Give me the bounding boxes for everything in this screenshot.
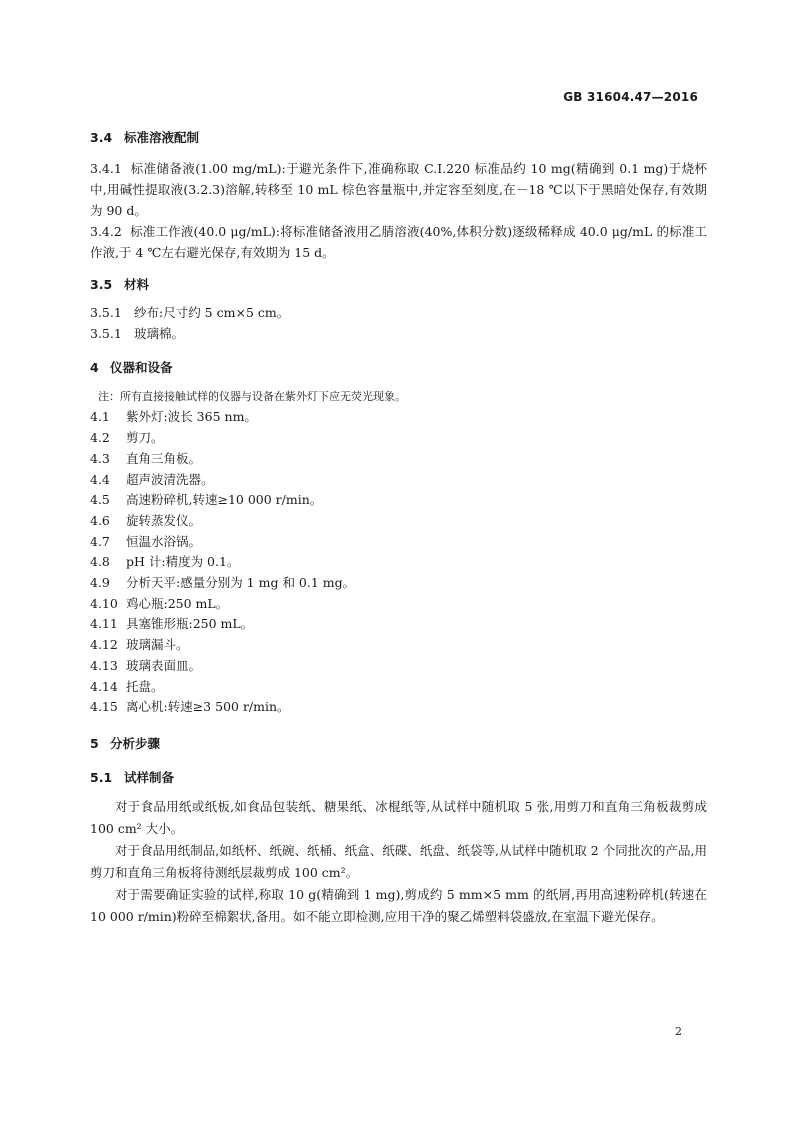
materials-list — [90, 303, 707, 344]
sample-preparation-text — [90, 796, 707, 928]
clause-3-4-2 — [90, 221, 707, 263]
section-4-heading: 4 仪器和设备 — [90, 360, 173, 376]
list-item: 4.13 玻璃表面皿。 — [90, 657, 202, 673]
list-item: 3.5.1 纱布:尺寸约 5 cm×5 cm。 — [90, 305, 290, 320]
page-number: 2 — [675, 1025, 682, 1038]
standard-code: GB 31604.47—2016 — [563, 90, 698, 104]
list-item: 4.10 鸡心瓶:250 mL。 — [90, 595, 229, 611]
list-item: 4.1 紫外灯:波长 365 nm。 — [90, 409, 257, 425]
list-item: 4.4 超声波清洗器。 — [90, 471, 214, 487]
section-3-4-heading: 3.4 标准溶液配制 — [90, 130, 200, 145]
clause-text: 标准储备液(1.00 mg/mL):于避光条件下,准确称取 C.I.220 标准品约 10 mg(精确到 0.1 mg)于烧杯中,用碱性提取液(3.2.3)溶解,转移至 10 mL 棕色容量瓶中,并定容至刻度,在－18 ℃以下于黑暗处保存,有效期为 90 d。 — [90, 161, 707, 218]
list-item: 4.12 玻璃漏斗。 — [90, 637, 189, 653]
section-4-note: 注：所有直接接触试样的仪器与设备在紫外灯下应无荧光现象。 — [98, 390, 406, 404]
paragraph: 对于需要确证实验的试样,称取 10 g(精确到 1 mg),剪成约 5 mm×5 mm 的纸屑,再用高速粉碎机(转速在 10 000 r/min)粉碎至棉絮状,备用。如不能立即检测,应用干净的聚乙烯塑料袋盛放,在室温下避光保存。 — [90, 886, 707, 924]
paragraph: 对于食品用纸制品,如纸杯、纸碗、纸桶、纸盒、纸碟、纸盘、纸袋等,从试样中随机取 2 个同批次的产品,用剪刀和直角三角板将待测纸层裁剪成 100 cm²。 — [90, 842, 707, 880]
list-item: 4.15 离心机:转速≥3 500 r/min。 — [90, 699, 290, 715]
list-item: 4.14 托盘。 — [90, 678, 164, 694]
section-5-1-heading: 5.1 试样制备 — [90, 769, 175, 785]
list-item: 4.3 直角三角板。 — [90, 450, 202, 466]
list-item: 4.7 恒温水浴锅。 — [90, 533, 202, 549]
list-item: 4.2 剪刀。 — [90, 430, 164, 446]
paragraph: 对于食品用纸或纸板,如食品包装纸、糖果纸、冰棍纸等,从试样中随机取 5 张,用剪刀和直角三角板裁剪成 100 cm² 大小。 — [90, 798, 707, 836]
section-5-heading: 5 分析步骤 — [90, 735, 161, 751]
list-item: 3.5.1 玻璃棉。 — [90, 325, 185, 341]
list-item: 4.5 高速粉碎机,转速≥10 000 r/min。 — [90, 492, 323, 508]
list-item: 4.9 分析天平:感量分别为 1 mg 和 0.1 mg。 — [90, 575, 356, 591]
section-3-5-heading: 3.5 材料 — [90, 277, 150, 292]
clause-number: 3.4.2 — [90, 224, 122, 239]
clause-number: 3.4.1 — [90, 161, 122, 176]
clause-3-4-1 — [90, 158, 707, 221]
page-content — [90, 128, 707, 928]
list-item: 4.6 旋转蒸发仪。 — [90, 512, 202, 528]
equipment-list — [90, 407, 707, 718]
clause-text: 标准工作液(40.0 μg/mL):将标准储备液用乙腈溶液(40%,体积分数)逐级稀释成 40.0 μg/mL 的标准工作液,于 4 ℃左右避光保存,有效期为 15 d。 — [90, 224, 707, 260]
list-item: 4.11 具塞锥形瓶:250 mL。 — [90, 616, 254, 632]
list-item: 4.8 pH 计:精度为 0.1。 — [90, 554, 240, 570]
